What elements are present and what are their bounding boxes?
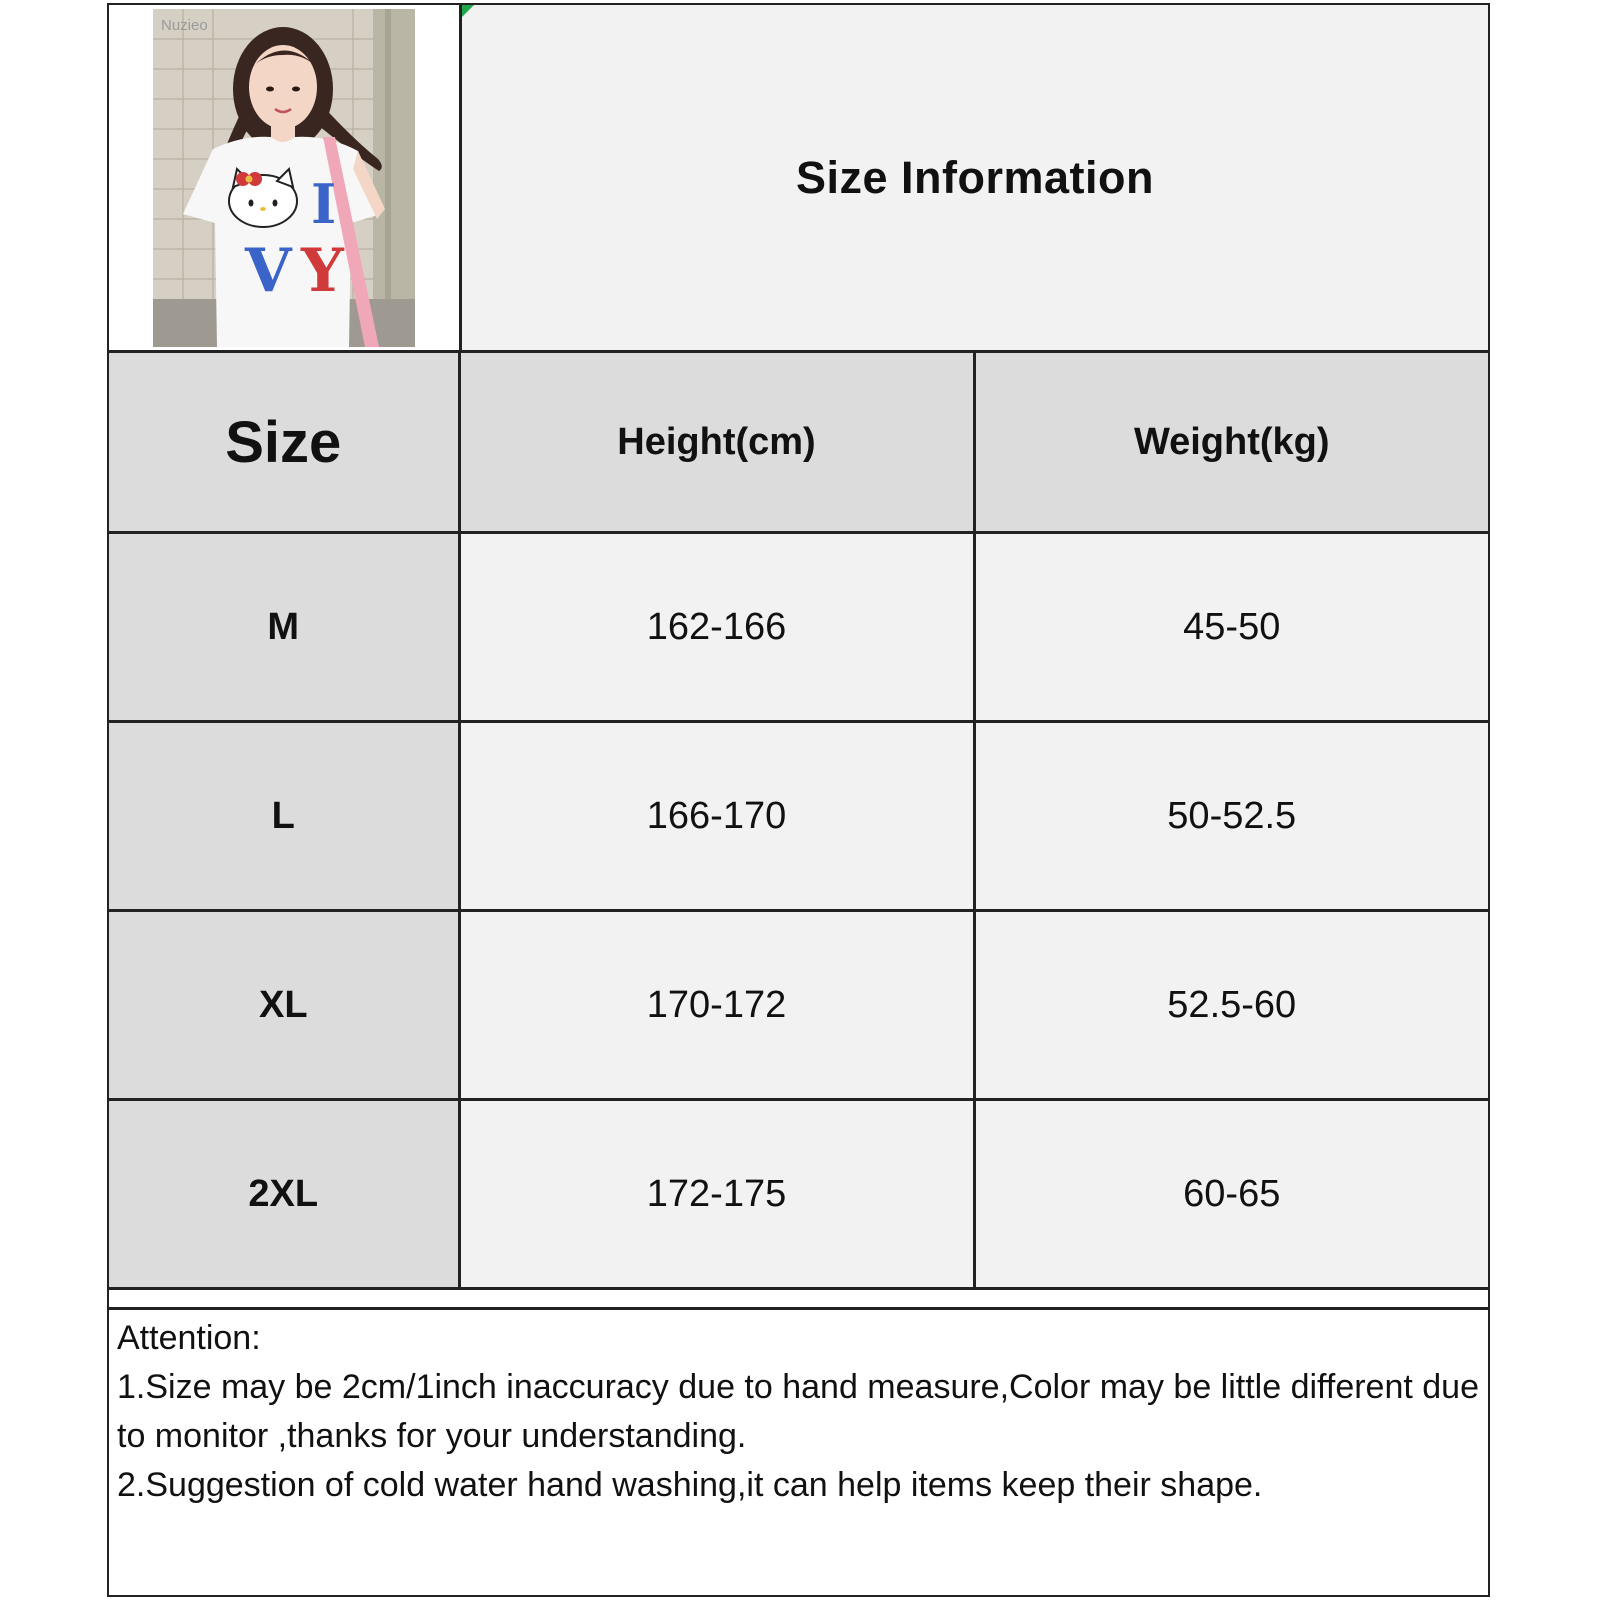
weight-cell: 45-50 [974, 533, 1488, 722]
size-table [109, 353, 1488, 1290]
cell-corner-mark [462, 5, 474, 17]
svg-text:V: V [245, 236, 292, 306]
notes-heading: Attention: [117, 1319, 261, 1357]
size-chart-sheet [107, 3, 1490, 1597]
weight-cell: 60-65 [974, 1100, 1488, 1289]
header-weight: Weight(kg) [974, 353, 1488, 533]
weight-cell: 52.5-60 [974, 911, 1488, 1100]
size-cell: 2XL [109, 1100, 459, 1289]
page-title: Size Information [795, 151, 1155, 203]
table-row [109, 533, 1488, 722]
model-wearing-tshirt-image [153, 9, 415, 347]
weight-cell: 50-52.5 [974, 722, 1488, 911]
height-cell: 166-170 [459, 722, 974, 911]
size-cell: M [109, 533, 459, 722]
height-cell: 162-166 [459, 533, 974, 722]
size-cell: XL [109, 911, 459, 1100]
svg-text:Y: Y [301, 236, 344, 306]
table-row [109, 722, 1488, 911]
svg-text:I: I [311, 172, 337, 236]
height-cell: 172-175 [459, 1100, 974, 1289]
title-cell [462, 5, 1488, 350]
notes-line-1: 1.Size may be 2cm/1inch inaccuracy due to hand measure,Color may be little different due to monitor ,thanks for your understanding. [117, 1368, 1479, 1455]
header-height: Height(cm) [459, 353, 974, 533]
height-cell: 170-172 [459, 911, 974, 1100]
product-photo [153, 9, 415, 347]
product-photo-cell [109, 5, 462, 350]
table-header-row [109, 353, 1488, 533]
table-row [109, 911, 1488, 1100]
notes-line-2: 2.Suggestion of cold water hand washing,it can help items keep their shape. [117, 1466, 1263, 1504]
table-row [109, 1100, 1488, 1289]
header-size: Size [109, 353, 459, 533]
top-row [109, 5, 1488, 353]
photo-brand-watermark: Nuzieo [161, 17, 208, 34]
size-cell: L [109, 722, 459, 911]
attention-notes [109, 1307, 1488, 1595]
